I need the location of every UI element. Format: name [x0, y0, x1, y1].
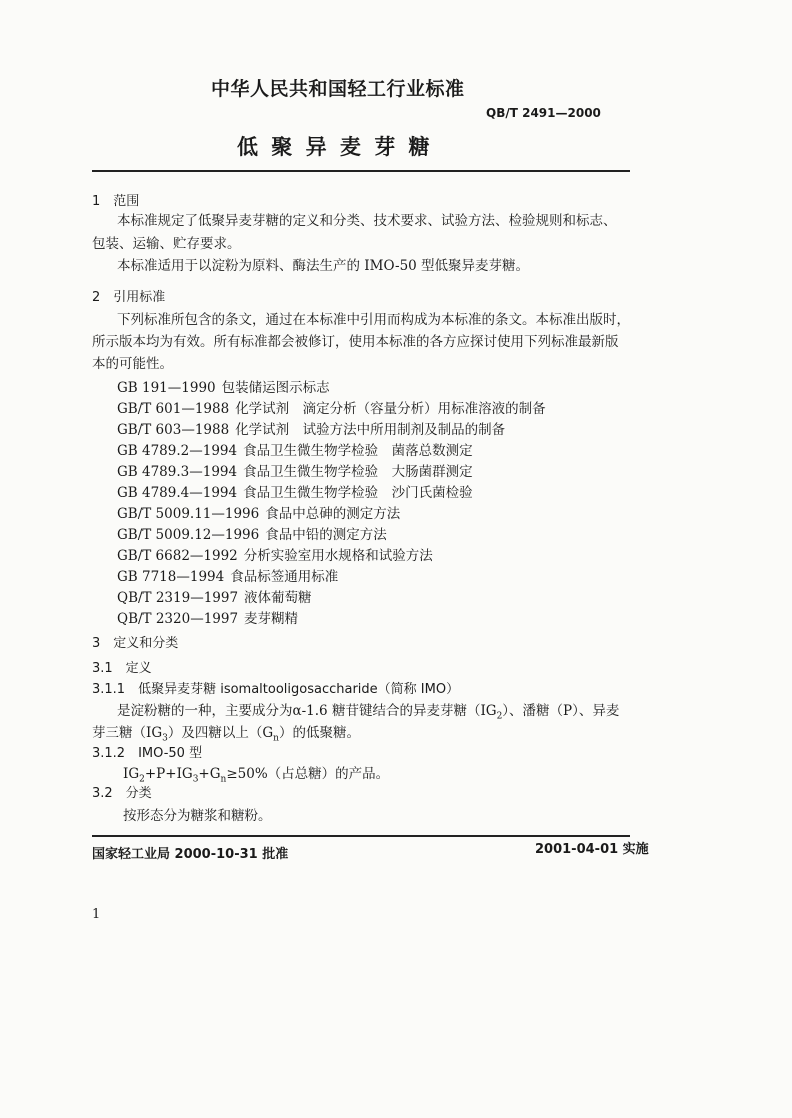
reference-item — [117, 502, 400, 522]
section-3-1-heading: 3.1 定义 — [92, 661, 152, 676]
reference-name: 液体葡萄糖 — [244, 590, 312, 606]
org-title: 中华人民共和国轻工行业标准 — [211, 78, 465, 100]
reference-code: GB/T 6682—1992 — [117, 548, 238, 564]
section-3-heading: 3 定义和分类 — [92, 636, 179, 651]
subscript: n — [220, 774, 227, 785]
reference-item — [117, 586, 312, 606]
section-1-heading: 1 范围 — [92, 194, 140, 209]
page-number: 1 — [92, 907, 101, 922]
reference-name: 食品卫生微生物学检验 菌落总数测定 — [243, 443, 473, 459]
reference-code: GB 7718—1994 — [117, 569, 225, 585]
reference-name: 食品卫生微生物学检验 沙门氏菌检验 — [243, 485, 473, 501]
reference-item — [117, 439, 473, 459]
reference-name: 麦芽糊精 — [244, 611, 299, 627]
formula-text: +P+IG — [144, 766, 193, 782]
definition-line-1 — [117, 699, 619, 722]
reference-item — [117, 376, 330, 396]
reference-code: GB/T 5009.11—1996 — [117, 506, 260, 522]
reference-code: GB 191—1990 — [117, 380, 216, 396]
reference-item — [117, 481, 473, 501]
reference-item — [117, 418, 505, 438]
reference-name: 化学试剂 试验方法中所用制剂及制品的制备 — [235, 422, 506, 438]
section-2-para-1b: 所示版本均为有效。所有标准都会被修订，使用本标准的各方应探讨使用下列标准最新版 — [92, 334, 619, 350]
formula-text: IG — [123, 766, 140, 782]
section-3-2-text: 按形态分为糖浆和糖粉。 — [123, 808, 272, 824]
formula-text: ≥50%（占总糖）的产品。 — [226, 766, 390, 782]
reference-name: 化学试剂 滴定分析（容量分析）用标准溶液的制备 — [235, 401, 546, 417]
reference-name: 食品卫生微生物学检验 大肠菌群测定 — [243, 464, 473, 480]
reference-item — [117, 397, 546, 417]
header-rule — [92, 170, 630, 172]
reference-item — [117, 460, 473, 480]
definition-text: ）的低聚糖。 — [278, 725, 360, 741]
section-1-para-1b: 包装、运输、贮存要求。 — [92, 236, 241, 252]
definition-line-2 — [92, 721, 360, 744]
standard-code: QB/T 2491—2000 — [486, 106, 601, 120]
definition-text: ）、潘糖（P）、异麦 — [502, 703, 620, 719]
subscript: 3 — [192, 774, 199, 785]
definition-text: ）及四糖以上（G — [167, 725, 274, 741]
subscript: 2 — [496, 711, 503, 722]
reference-name: 食品标签通用标准 — [230, 569, 339, 585]
section-2-heading: 2 引用标准 — [92, 290, 166, 305]
reference-item — [117, 607, 298, 627]
footer-rule — [92, 835, 630, 837]
document-title: 低 聚 异 麦 芽 糖 — [237, 135, 433, 159]
reference-name: 食品中总砷的测定方法 — [265, 506, 401, 522]
section-3-1-2-heading: 3.1.2 IMO-50 型 — [92, 746, 203, 761]
reference-code: GB/T 5009.12—1996 — [117, 527, 260, 543]
reference-item — [117, 565, 338, 585]
reference-code: GB 4789.4—1994 — [117, 485, 238, 501]
reference-code: GB 4789.2—1994 — [117, 443, 238, 459]
imo50-formula — [123, 762, 389, 785]
effective-date: 2001-04-01 实施 — [535, 842, 649, 857]
subscript: 3 — [162, 733, 168, 744]
issued-by: 国家轻工业局 2000-10-31 批准 — [92, 847, 289, 862]
section-2-para-1a: 下列标准所包含的条文，通过在本标准中引用而构成为本标准的条文。本标准出版时， — [117, 312, 630, 328]
formula-text: +G — [198, 766, 221, 782]
reference-code: GB/T 603—1988 — [117, 422, 230, 438]
reference-name: 食品中铅的测定方法 — [265, 527, 387, 543]
reference-item — [117, 523, 387, 543]
section-2-para-1c: 本的可能性。 — [92, 356, 173, 372]
section-3-1-1-heading: 3.1.1 低聚异麦芽糖 isomaltooligosaccharide（简称 IMO） — [92, 682, 460, 697]
section-3-2-heading: 3.2 分类 — [92, 786, 152, 801]
section-1-para-1a: 本标准规定了低聚异麦芽糖的定义和分类、技术要求、试验方法、检验规则和标志、 — [117, 213, 617, 229]
reference-code: QB/T 2319—1997 — [117, 590, 239, 606]
subscript: n — [273, 733, 279, 744]
reference-code: GB 4789.3—1994 — [117, 464, 238, 480]
reference-name: 分析实验室用水规格和试验方法 — [243, 548, 433, 564]
reference-code: GB/T 601—1988 — [117, 401, 230, 417]
reference-code: QB/T 2320—1997 — [117, 611, 239, 627]
subscript: 2 — [139, 774, 145, 785]
definition-text: 芽三糖（IG — [92, 725, 163, 741]
definition-text: 是淀粉糖的一种，主要成分为α-1.6 糖苷键结合的异麦芽糖（IG — [117, 703, 497, 719]
reference-item — [117, 544, 433, 564]
section-1-para-2: 本标准适用于以淀粉为原料、酶法生产的 IMO-50 型低聚异麦芽糖。 — [117, 258, 530, 274]
reference-name: 包装储运图示标志 — [221, 380, 330, 396]
